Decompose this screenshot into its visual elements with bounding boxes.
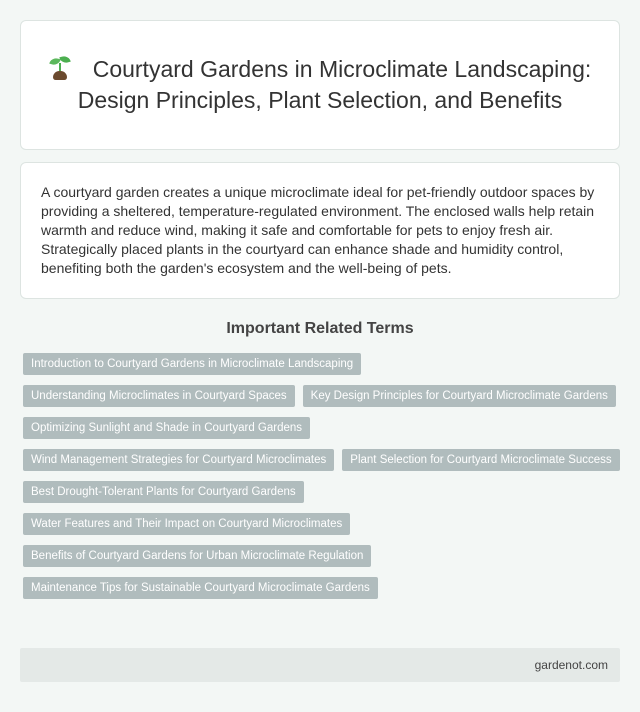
- related-term-tag[interactable]: Key Design Principles for Courtyard Microclimate Gardens: [303, 385, 616, 407]
- related-terms-section: [20, 319, 620, 599]
- title-card: [20, 20, 620, 150]
- related-terms-list: [20, 353, 620, 599]
- footer-site-name: gardenot.com: [534, 658, 608, 672]
- related-term-tag[interactable]: Optimizing Sunlight and Shade in Courtyard Gardens: [23, 417, 310, 439]
- related-term-tag[interactable]: Maintenance Tips for Sustainable Courtyard Microclimate Gardens: [23, 577, 378, 599]
- summary-card: [20, 162, 620, 299]
- sprout-icon: [49, 56, 71, 80]
- related-term-tag[interactable]: Benefits of Courtyard Gardens for Urban Microclimate Regulation: [23, 545, 371, 567]
- related-terms-heading: Important Related Terms: [226, 320, 414, 337]
- related-term-tag[interactable]: Plant Selection for Courtyard Microclimate Success: [342, 449, 619, 471]
- related-term-tag[interactable]: Water Features and Their Impact on Courtyard Microclimates: [23, 513, 350, 535]
- related-term-tag[interactable]: Wind Management Strategies for Courtyard Microclimates: [23, 449, 334, 471]
- related-term-tag[interactable]: Best Drought-Tolerant Plants for Courtyard Gardens: [23, 481, 304, 503]
- related-term-tag[interactable]: Introduction to Courtyard Gardens in Microclimate Landscaping: [23, 353, 361, 375]
- footer: [20, 648, 620, 682]
- page-title: [41, 54, 599, 116]
- related-term-tag[interactable]: Understanding Microclimates in Courtyard Spaces: [23, 385, 295, 407]
- summary-text: A courtyard garden creates a unique microclimate ideal for pet-friendly outdoor spaces by providing a sheltered, temperature-regulated environment. The enclosed walls help retain warmth and reduce wind, making it safe and comfortable for pets to enjoy fresh air. Strategically placed plants in the courtyard can enhance shade and humidity control, benefiting both the garden's ecosystem and the well-being of pets.: [41, 184, 595, 276]
- page-title-text: Courtyard Gardens in Microclimate Landscaping: Design Principles, Plant Selection, and Benefits: [77, 56, 592, 113]
